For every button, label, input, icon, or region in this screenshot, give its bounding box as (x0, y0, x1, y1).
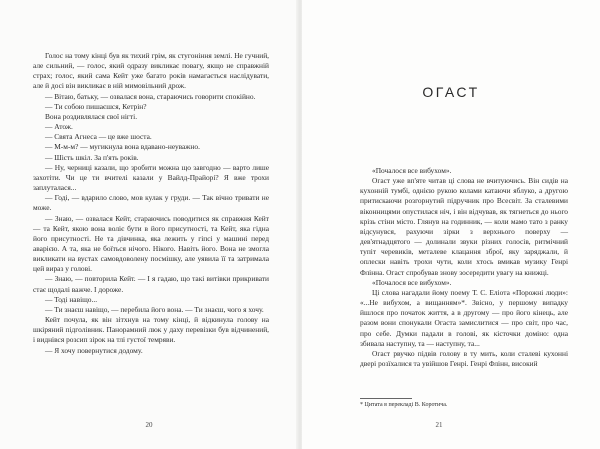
page-number: 21 (435, 421, 443, 429)
paragraph: — М-м-м? — мугикнула вона вдавано-неуважно. (45, 142, 200, 152)
paragraph: — Шість шкіл. За п'ять років. (45, 152, 139, 162)
right-page-text (360, 166, 568, 369)
paragraph: Голос на тому кінці був як тихий грім, як стугоніння землі. Не гучний, але сильний, — голос, який одразу викликає повагу, якщо не справжній страх; голос, який сама Кейт уже багато років намагається наслідувати, але й досі він викликає в ній мимовільний дрож. (33, 51, 269, 91)
paragraph: — Свята Агнеса — це вже шоста. (45, 132, 152, 142)
footnote: * Цитата в перекладі В. Коротича. (360, 402, 448, 408)
right-page (302, 0, 600, 449)
paragraph: — Знаю, — озвалася Кейт, стараючись поводитися як справжня Кейт — та Кейт, якою вона воліє бути в його присутності, та Кейт, яка гідна його присутності. Не та дівчинка, яка лежить у гіпсі у машині перед аварією. А та, яка не боїться нічого. Нікого. Навіть його. Вона не змогла викликати на вустах самовдоволену посмішку, але уявила її та затримала цей вираз у голові. (33, 213, 269, 274)
paragraph: Кейт почула, як він зітхнув на тому кінці, й відкинула голову на шкіряний підголівник. Панорамний люк у даху перевізки був відчинений, і виднівся розсип зірок на тлі густої темряви. (33, 315, 269, 345)
paragraph: — Ну, черниці казали, що зробити можна що завгодно — варто лише захотіти. Чи це ти вчителі казали у Вайлд-Прайорі? Я вже трохи заплуталася... (33, 162, 269, 193)
paragraph: — Я хочу повернутися додому. (45, 345, 143, 355)
paragraph: — Годі, — вдарило слово, мов кулак у груди. — Так вічно тривати не може. (33, 193, 269, 213)
chapter-heading: ОГАСТ (422, 84, 480, 100)
paragraph: Ці слова нагадали йому поему Т. С. Еліота «Порожні люди»: «...Не вибухом, а вищанням»*. Звісно, у першому випадку йшлося про початок життя, а в другому — про його кінець, але разом вони спонукали Огаста замислитися — про світ, про час, про себе. Думки падали в голові, як кісточки доміно: одна збивала наступну, та — наступну, та... (360, 287, 568, 348)
paragraph: «Почалося все вибухом». (372, 277, 452, 287)
paragraph: — Знаю, — повторила Кейт. — І я гадаю, що такі витівки прикривати стає щодалі важче. І дороже. (33, 274, 269, 294)
left-page-text (33, 51, 269, 356)
paragraph: — Ти собою пишаєшся, Кетрін? (45, 101, 147, 111)
paragraph: — Вітаю, батьку, — озвалася вона, стараючись говорити спокійно. (45, 91, 256, 101)
paragraph: Огаст рвучко підвів голову в ту мить, коли сталеві кухонні двері розїхалися та увійшов Генрі. Генрі Флінн, високий (360, 348, 568, 368)
page-number: 20 (145, 421, 153, 429)
paragraph: Огаст уже вп'яте читав ці слова не вчитуючись. Він сидів на кухонній тумбі, однією рукою колами катаючи яблуко, а другою притискаючи розгорнутий підручник про Всесвіт. За сталевими віконницями опустилася ніч, і він відчував, як тягнеться до нього крізь стіни місто. Глянув на годинник, — коли мамо тато з ранку відсунувся, рахуючи зірки з верхнього поверху — дев'ятнадцятого — долинали звуки різних голосів, ритмічний тупіт черевиків, металеве клацання зброї, яку заряджали, й оплески навіть трохи чути, коли хтось вмикав музику Генрі Флінна. Огаст спробував знову зосередити увагу на книжці. (360, 176, 568, 277)
paragraph: «Почалося все вибухом». (372, 166, 452, 175)
footnote-divider (360, 398, 412, 399)
paragraph: — Ти знаєш навіщо, — перебила його вона. — Ти знаєш, чого я хочу. (45, 304, 264, 314)
paragraph: — Тоді навіщо... (45, 294, 98, 304)
paragraph: Вона роздивлялася свої нігті. (45, 111, 138, 121)
paragraph: — Атож. (45, 122, 73, 132)
left-page (0, 0, 298, 449)
